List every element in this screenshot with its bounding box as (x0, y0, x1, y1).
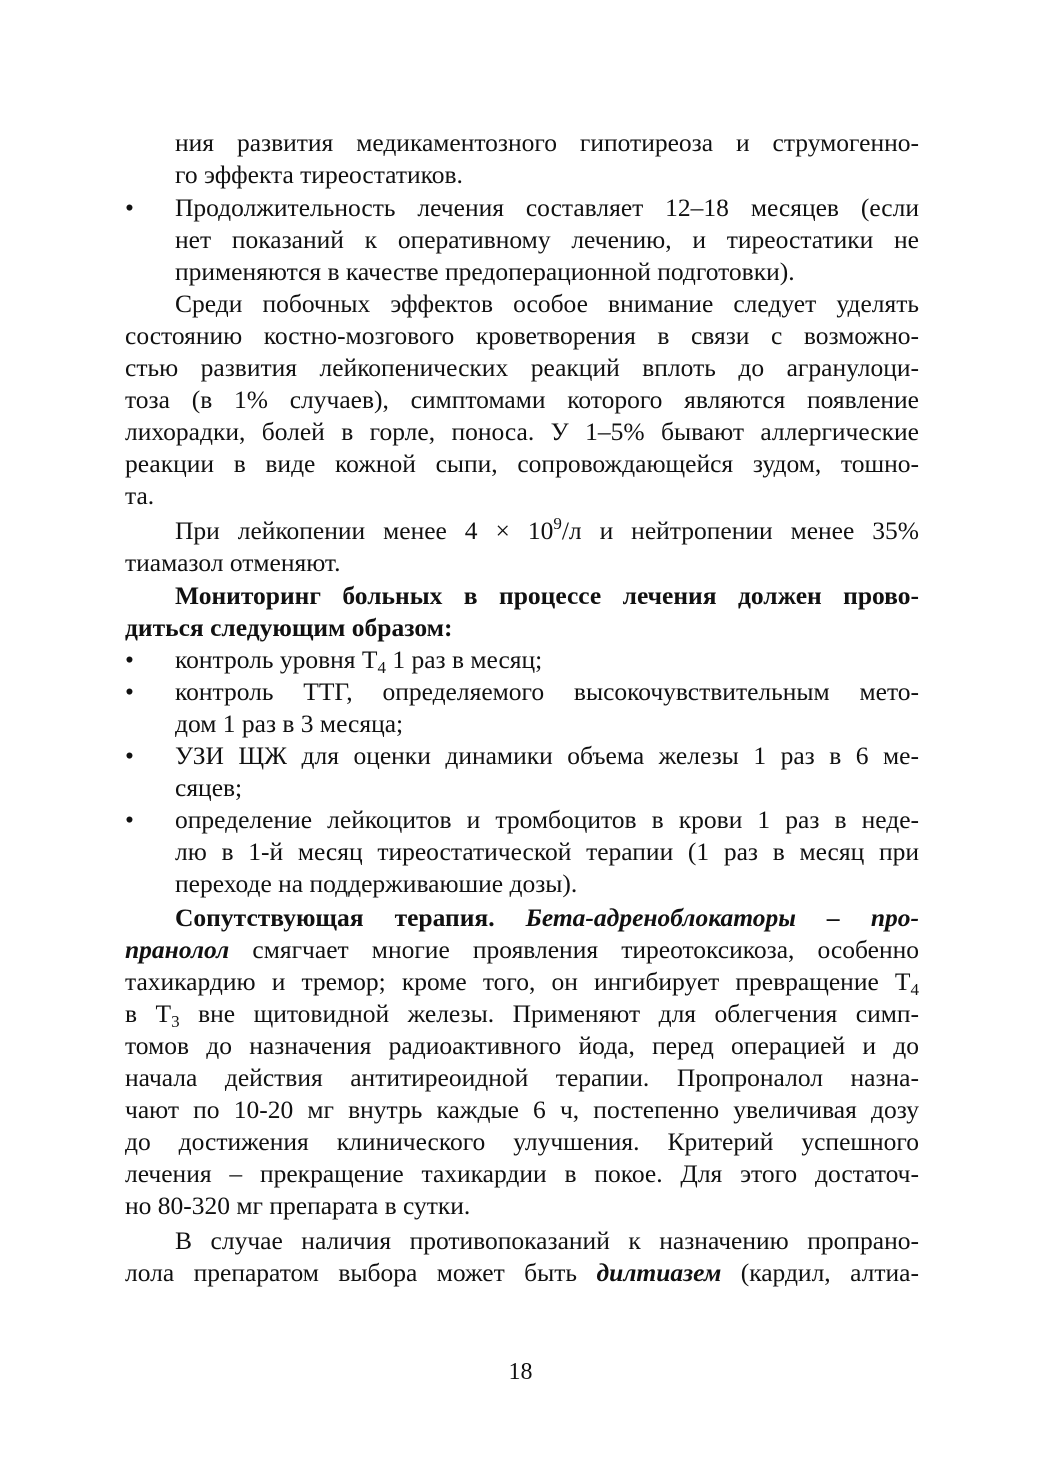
bullet-marker: • (125, 741, 134, 770)
text-line: сяцев; (175, 773, 243, 802)
text-line: контроль ТТГ, определяемого высокочувствительным мето- (175, 677, 919, 706)
text-line (175, 902, 919, 934)
text-line: Продолжительность лечения составляет 12–18 месяцев (если (175, 193, 919, 222)
text-line: пранолол смягчает многие проявления тиреотоксикоза, особенно (125, 935, 919, 964)
bullet-marker: • (125, 805, 134, 834)
superscript: 9 (553, 514, 562, 533)
text-line: го эффекта тиреостатиков. (175, 160, 463, 189)
bullet-marker: • (125, 677, 134, 706)
text-line: чают по 10-20 мг внутрь каждые 6 ч, постепенно увеличивая дозу (125, 1095, 919, 1124)
text-line: дом 1 раз в 3 месяца; (175, 709, 404, 738)
bullet-marker: • (125, 193, 134, 222)
text-line: лола препаратом выбора может быть дилтиазем (кардил, алтиа- (125, 1258, 919, 1287)
subscript: 4 (910, 980, 919, 999)
text-line: томов до назначения радиоактивного йода, перед операцией и до (125, 1031, 919, 1060)
text-line: Среди побочных эффектов особое внимание следует уделять (175, 289, 919, 318)
text-line: контроль уровня $Т_4$ 1 раз в месяц; (175, 645, 543, 677)
drug-class-term: Бета-адреноблокаторы – про- (525, 903, 920, 932)
section-heading: диться следующим образом: (125, 613, 453, 642)
text-line: тоза (в 1% случаев), симптомами которого являются появление (125, 385, 919, 414)
text-line: стью развития лейкопенических реакций вплоть до агранулоци- (125, 353, 919, 382)
text-line: В случае наличия противопоказаний к назначению пропрано- (175, 1226, 919, 1255)
text-line: При лейкопении менее $4 \times 10^9/л$ и нейтропении менее 35% (175, 514, 919, 545)
text-line: до достижения клинического улучшения. Критерий успешного (125, 1127, 919, 1156)
text-line: но 80-320 мг препарата в сутки. (125, 1191, 471, 1220)
text-line: ния развития медикаментозного гипотиреоза и струмогенно- (175, 128, 919, 157)
text-line: лихорадки, болей в горле, поноса. У 1–5% бывают аллергические (125, 417, 919, 446)
text-line: нет показаний к оперативному лечению, и тиреостатики не (175, 225, 919, 254)
text-line: состоянию костно-мозгового кроветворения в связи с возможно- (125, 321, 919, 350)
text-line: в $Т_3$ вне щитовидной железы. Применяют для облегчения симп- (125, 999, 919, 1031)
text-line: реакции в виде кожной сыпи, сопровождающейся зудом, тошно- (125, 449, 919, 478)
text-line: та. (125, 481, 155, 510)
text-line: применяются в качестве предоперационной подготовки). (175, 257, 795, 286)
section-heading: Мониторинг больных в процессе лечения должен прово- (175, 581, 919, 610)
subheading: Сопутствующая терапия. (175, 903, 495, 932)
drug-name-term: дилтиазем (596, 1258, 722, 1287)
text-line: тиамазол отменяют. (125, 548, 341, 577)
bullet-marker: • (125, 645, 134, 674)
text-line: лечения – прекращение тахикардии в покое. Для этого достаточ- (125, 1159, 919, 1188)
page-number: 18 (508, 1359, 533, 1385)
subscript: 3 (171, 1012, 180, 1031)
text-line: УЗИ ЩЖ для оценки динамики объема железы 1 раз в 6 ме- (175, 741, 919, 770)
text-line: лю в 1-й месяц тиреостатической терапии (1 раз в месяц при (175, 837, 919, 866)
text-line: переходе на поддерживаюшие дозы). (175, 869, 578, 898)
subscript: 4 (377, 658, 386, 677)
text-line: тахикардию и тремор; кроме того, он ингибирует превращение $Т_4$ (125, 967, 919, 999)
text-line: определение лейкоцитов и тромбоцитов в крови 1 раз в неде- (175, 805, 919, 834)
drug-name-term: пранолол (125, 935, 230, 964)
text-line: начала действия антитиреоидной терапии. Пропроналол назна- (125, 1063, 919, 1092)
